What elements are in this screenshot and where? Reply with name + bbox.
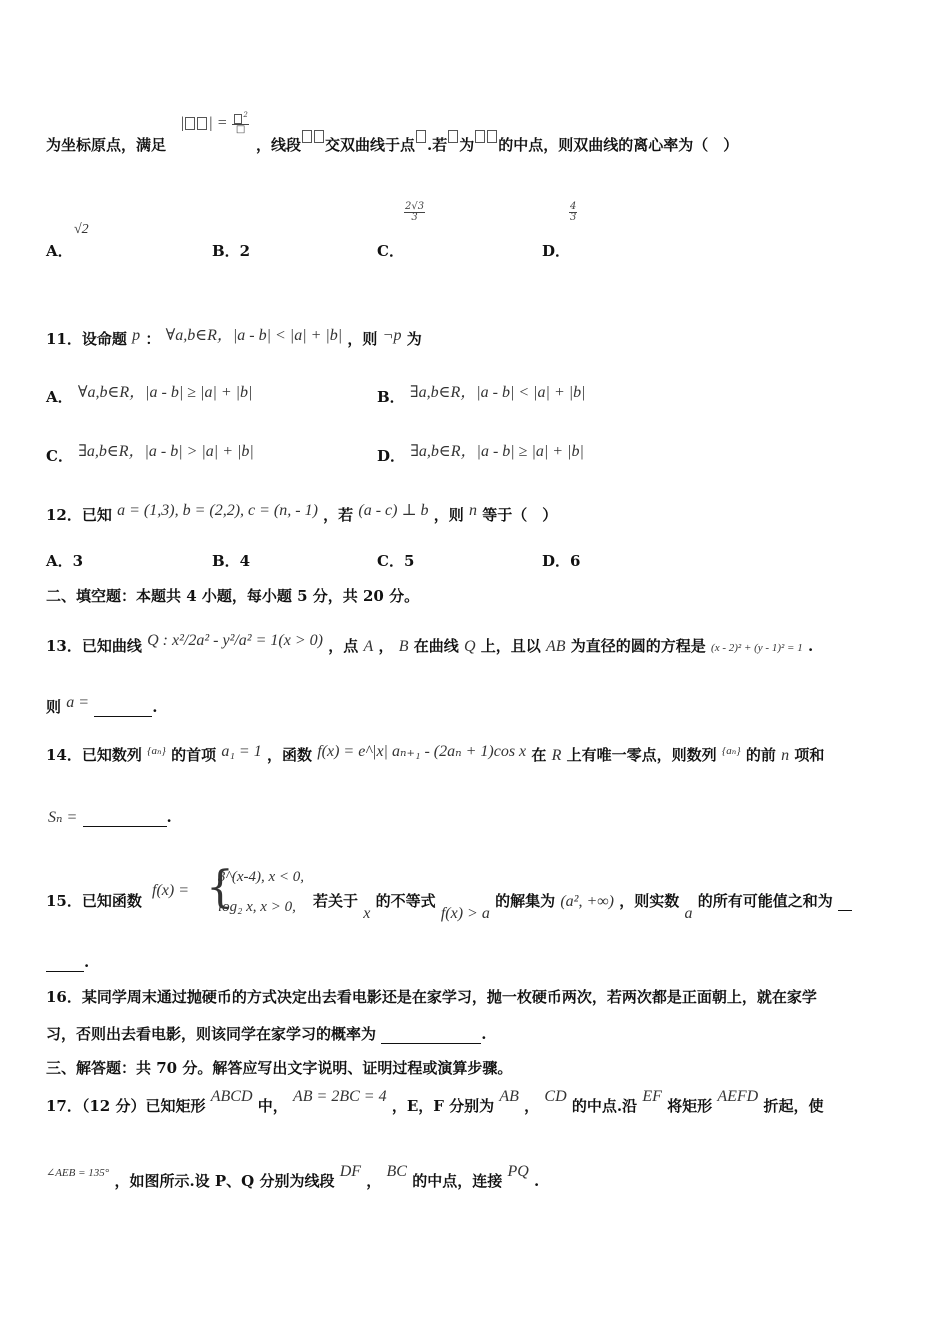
q12-stem: 12．已知 a = (1,3), b = (2,2), c = (n, - 1) ，若 (a - c) ⊥ b ，则 n 等于（ ） bbox=[46, 502, 558, 524]
q11-stem: 11．设命题 p ： ∀a,b∈R，|a - b| < |a| + |b| ，则 ¬p 为 bbox=[46, 327, 422, 348]
q15-function-name: f(x) = bbox=[152, 882, 189, 899]
q10-option-d: D． bbox=[542, 242, 571, 260]
q14-stem: 14．已知数列 $^{\{a_n\}}$ 的首项 a₁ = 1 ，函数 f(x) = e^|x| aₙ₊₁ - (2aₙ + 1)cos x 在 R 上有唯一零点，则数列 $^{\{a_n\}}$ 的前 n 项和 bbox=[46, 743, 825, 764]
q13-answer-blank[interactable] bbox=[94, 698, 152, 717]
q10-option-c-value: $\frac{2√3}{3}$ bbox=[405, 201, 425, 223]
q11-option-c: C． ∃a,b∈R，|a - b| > |a| + |b| bbox=[46, 443, 254, 465]
q16-answer-blank[interactable] bbox=[381, 1025, 481, 1044]
q15-solution-set: (a², +∞) bbox=[560, 893, 614, 910]
section-fill-in-heading: 二、填空题：本题共 4 小题，每小题 5 分，共 20 分。 bbox=[46, 587, 420, 605]
q11-option-b: B． ∃a,b∈R，|a - b| < |a| + |b| bbox=[377, 384, 586, 406]
q13-circle-equation: (x - 2)² + (y - 1)² = 1 bbox=[711, 642, 803, 654]
q10-cond-fraction: $\frac{^2}{□}$ bbox=[232, 112, 248, 135]
q10-text-rest: ，线段 交双曲线于点 .若 为 的中点，则双曲线的离心率为（ ） bbox=[256, 136, 738, 154]
q10-option-a-value: √2 bbox=[74, 222, 89, 237]
q10-text-line bbox=[46, 136, 166, 154]
q15-answer-line: . bbox=[46, 953, 89, 972]
q13-curve: Q : x²/2a² - y²/a² = 1(x > 0) bbox=[147, 632, 323, 649]
q15-case-brace: { bbox=[206, 862, 234, 913]
q10-option-b: B．2 bbox=[212, 242, 251, 260]
q14-answer-blank[interactable] bbox=[83, 808, 167, 827]
section-solution-heading: 三、解答题：共 70 分。解答应写出文字说明、证明过程或演算步骤。 bbox=[46, 1059, 513, 1077]
q11-condition: ∀a,b∈R，|a - b| < |a| + |b| bbox=[165, 327, 343, 344]
q10-option-d-value: $\frac{4}{3}$ bbox=[570, 201, 577, 223]
q12-option-b: B．4 bbox=[212, 552, 251, 570]
q10-before: 为坐标原点，满足 bbox=[46, 136, 167, 154]
q10-option-a: A． bbox=[46, 242, 73, 260]
q11-option-a: A． ∀a,b∈R，|a - b| ≥ |a| + |b| bbox=[46, 384, 253, 406]
q13-answer-line: 则 a = . bbox=[46, 694, 158, 716]
q14-function: f(x) = e^|x| aₙ₊₁ - (2aₙ + 1)cos x bbox=[317, 743, 527, 760]
q12-option-a: A．3 bbox=[46, 552, 84, 570]
q12-option-c: C．5 bbox=[377, 552, 415, 570]
q17-line2: $^{\angle AEB = 135^\circ}$ ，如图所示.设 P、Q 分别为线段 DF ， BC 的中点，连接 PQ . bbox=[46, 1163, 540, 1190]
q15-num: 15．已知函数 bbox=[46, 892, 142, 910]
q15-case1: 3^(x-4), x < 0, bbox=[218, 869, 305, 885]
q10-condition: | | = $\frac{^2}{□}$ bbox=[180, 111, 248, 136]
q16-line1: 16．某同学周末通过抛硬币的方式决定出去看电影还是在家学习，抛一枚硬币两次，若两次都是正面朝上，就在家学 bbox=[46, 988, 817, 1006]
q16-line2: 习，否则出去看电影，则该同学在家学习的概率为 . bbox=[46, 1025, 487, 1043]
q12-option-d: D．6 bbox=[542, 552, 581, 570]
q15-answer-blank-end[interactable] bbox=[46, 953, 84, 972]
q10-option-c: C． bbox=[377, 242, 404, 260]
q15-stem-rest: 若关于 x 的不等式 f(x) > a 的解集为 (a², +∞) ，则实数 a 的所有可能值之和为 bbox=[313, 892, 852, 911]
q17-line1: 17．（12 分）已知矩形 ABCD 中， AB = 2BC = 4 ，E，F 分别为 AB ， CD 的中点.沿 EF 将矩形 AEFD 折起，使 bbox=[46, 1088, 824, 1115]
q15-case2: log₂ x, x > 0, bbox=[218, 899, 296, 915]
q15-answer-blank-start[interactable] bbox=[838, 892, 852, 911]
q11-option-d: D． ∃a,b∈R，|a - b| ≥ |a| + |b| bbox=[377, 443, 584, 465]
q14-answer-line: Sₙ = . bbox=[48, 808, 172, 826]
q13-stem: 13．已知曲线 Q : x²/2a² - y²/a² = 1(x > 0) ，点 A ， B 在曲线 Q 上，且以 AB 为直径的圆的方程是 (x - 2)² + (y - 1)² = 1 . bbox=[46, 632, 814, 655]
